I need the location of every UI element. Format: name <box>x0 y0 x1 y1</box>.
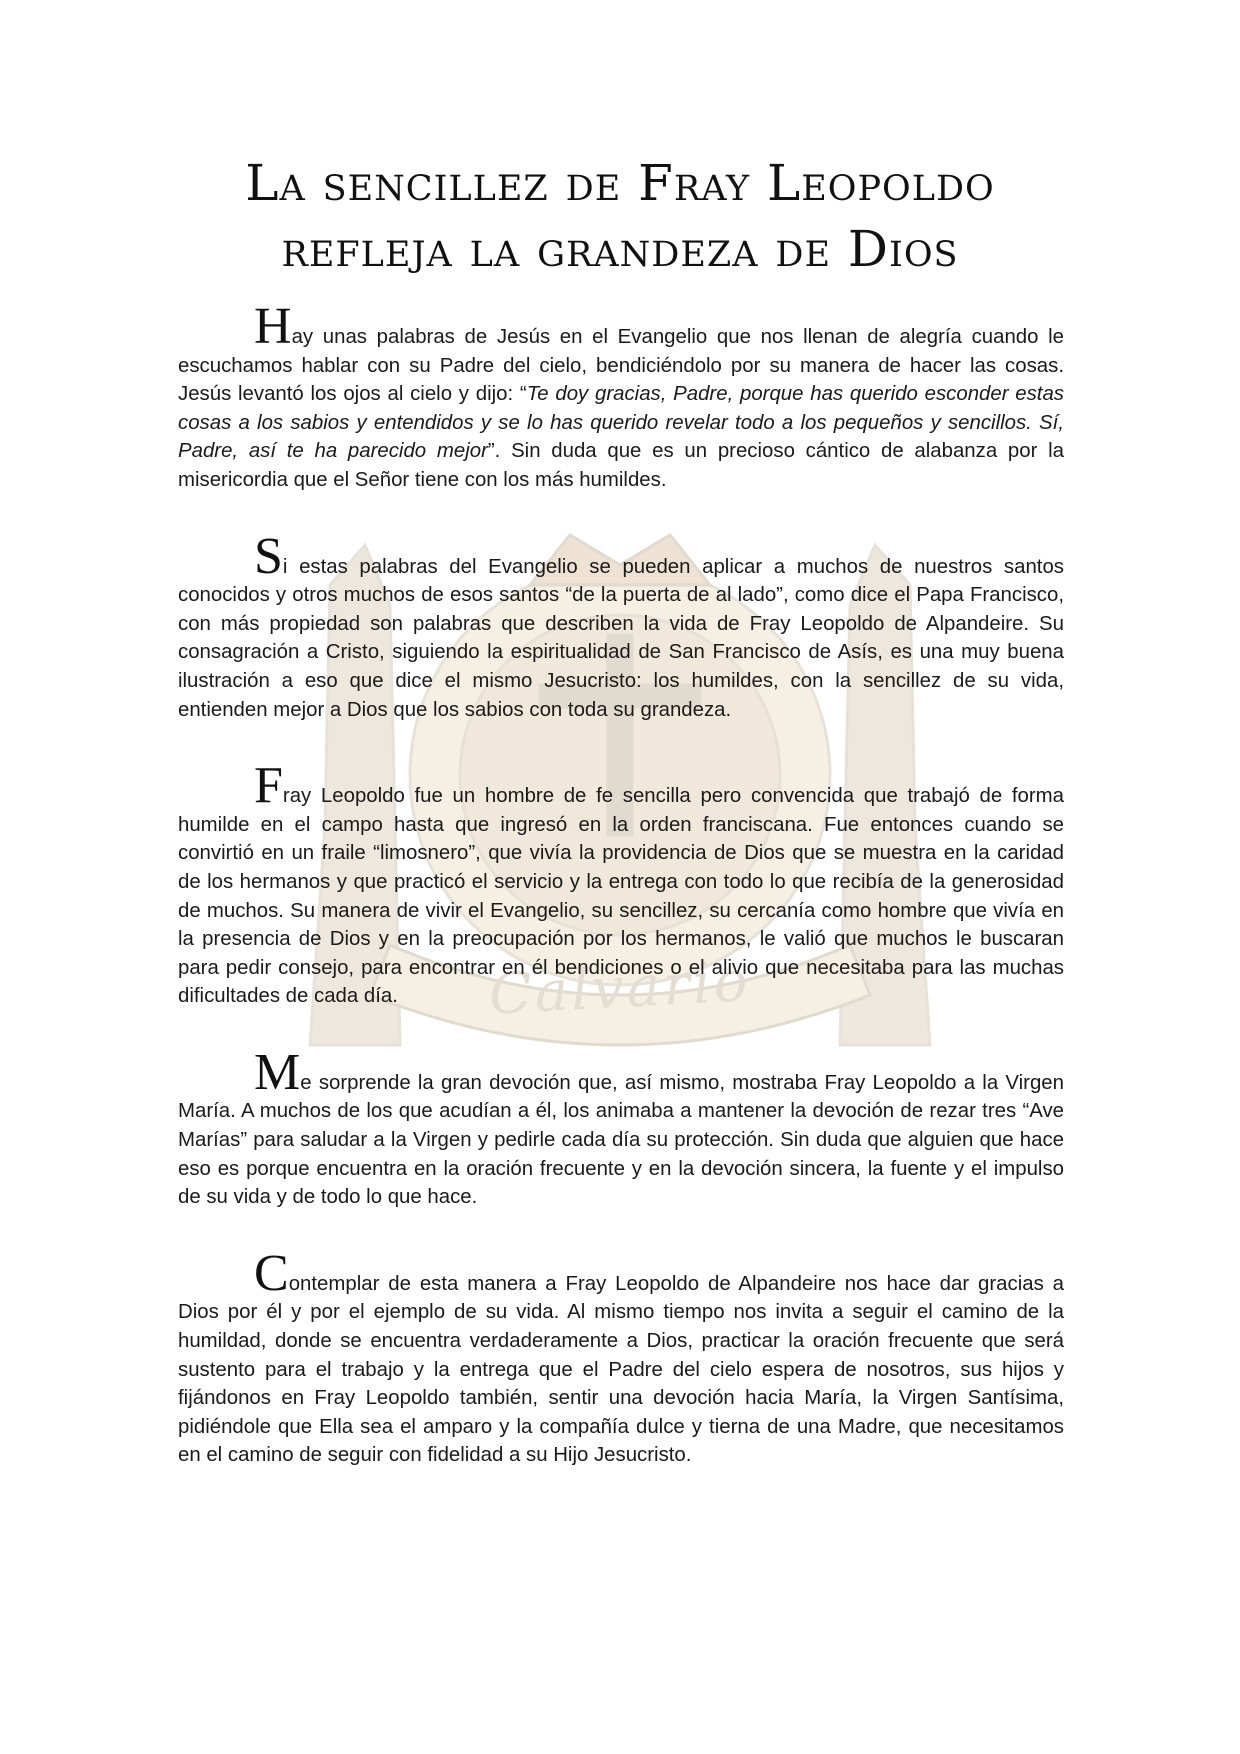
paragraph-1 <box>178 298 1065 495</box>
drop-cap: H <box>254 298 292 355</box>
paragraph-text: ”. Sin duda que es un precioso cántico de alabanza por la misericordia que el Señor tiene con los más humildes. <box>178 440 1065 491</box>
paragraph-text: ay unas palabras de Jesús en el Evangelio que nos llenan de alegría cuando le escuchamos hablar con su Padre del cielo, bendiciéndolo por su manera de hacer las cosas. Jesús levantó los ojos al cielo y dijo: “ <box>178 326 1064 406</box>
article-body <box>178 298 1065 1522</box>
paragraph-text: i estas palabras del Evangelio se pueden aplicar a muchos de nuestros santos conocidos y otros muchos de esos santos “de la puerta de al lado”, como dice el Papa Francisco, con más propiedad son palabras que describen la vida de Fray Leopoldo de Alpandeire. Su consagración a Cristo, siguiendo la espiritualidad de San Francisco de Asís, es una muy buena ilustración a eso que dice el mismo Jesucristo: los humildes, con la sencillez de su vida, entienden mejor a Dios que los sabios con toda su grandeza. <box>178 555 1064 721</box>
paragraph-text: ontemplar de esta manera a Fray Leopoldo de Alpandeire nos hace dar gracias a Dios por él y por el ejemplo de su vida. Al mismo tiempo nos invita a seguir el camino de la humildad, donde se encuentra verdaderamente a Dios, practicar la oración frecuente que será sustento para el trabajo y la entrega que el Padre del cielo espera de nosotros, sus hijos y fijándonos en Fray Leopoldo también, sentir una devoción hacia María, la Virgen Santísima, pidiéndole que Ella sea el amparo y la compañía dulce y tierna de una Madre, que necesitamos en el camino de seguir con fidelidad a su Hijo Jesucristo. <box>178 1272 1064 1467</box>
drop-cap: C <box>254 1244 289 1302</box>
paragraph-text: e sorprende la gran devoción que, así mismo, mostraba Fray Leopoldo a la Virgen María. A muchos de los que acudían a él, los animaba a mantener la devoción de rezar tres “Ave Marías” para saludar a la Virgen y pedirle cada día su protección. Sin duda que alguien que hace eso es porque encuentra en la oración frecuente y en la devoción sincera, la fuente y el impulso de su vida y de todo lo que hace. <box>178 1071 1064 1209</box>
drop-cap: M <box>254 1043 301 1101</box>
drop-cap: F <box>254 757 283 815</box>
page-title <box>150 150 1090 282</box>
paragraph-text: ray Leopoldo fue un hombre de fe sencilla pero convencida que trabajó de forma humilde en el campo hasta que ingresó en la orden franciscana. Fue entonces cuando se convirtió en un fraile “limosnero”, que vivía la providencia de Dios que se muestra en la caridad de los hermanos y que practicó el servicio y la entrega con todo lo que recibía de la generosidad de muchos. Su manera de vivir el Evangelio, su sencillez, su cercanía como hombre que vivía en la presencia de Dios y en la preocupación por los hermanos, le valió que muchos le buscaran para pedir consejo, para encontrar en él bendiciones o el alivio que necesitaba para las muchas dificultades de cada día. <box>178 785 1064 1008</box>
watermark-label: Calvario <box>487 949 752 1028</box>
title-line-1: La sencillez de Fray Leopoldo <box>245 154 995 212</box>
paragraph-3 <box>178 757 1064 1011</box>
drop-cap: S <box>254 527 283 585</box>
paragraph-5 <box>178 1244 1064 1470</box>
paragraph-2 <box>178 527 1064 725</box>
paragraph-4 <box>178 1043 1064 1212</box>
gospel-quote: Te doy gracias, Padre, porque has querido esconder estas cosas a los sabios y entendidos y se lo has querido revelar todo a los pequeños y sencillos. Sí, Padre, así te ha parecido mejor <box>178 383 1064 463</box>
title-line-2: refleja la grandeza de Dios <box>281 220 959 278</box>
